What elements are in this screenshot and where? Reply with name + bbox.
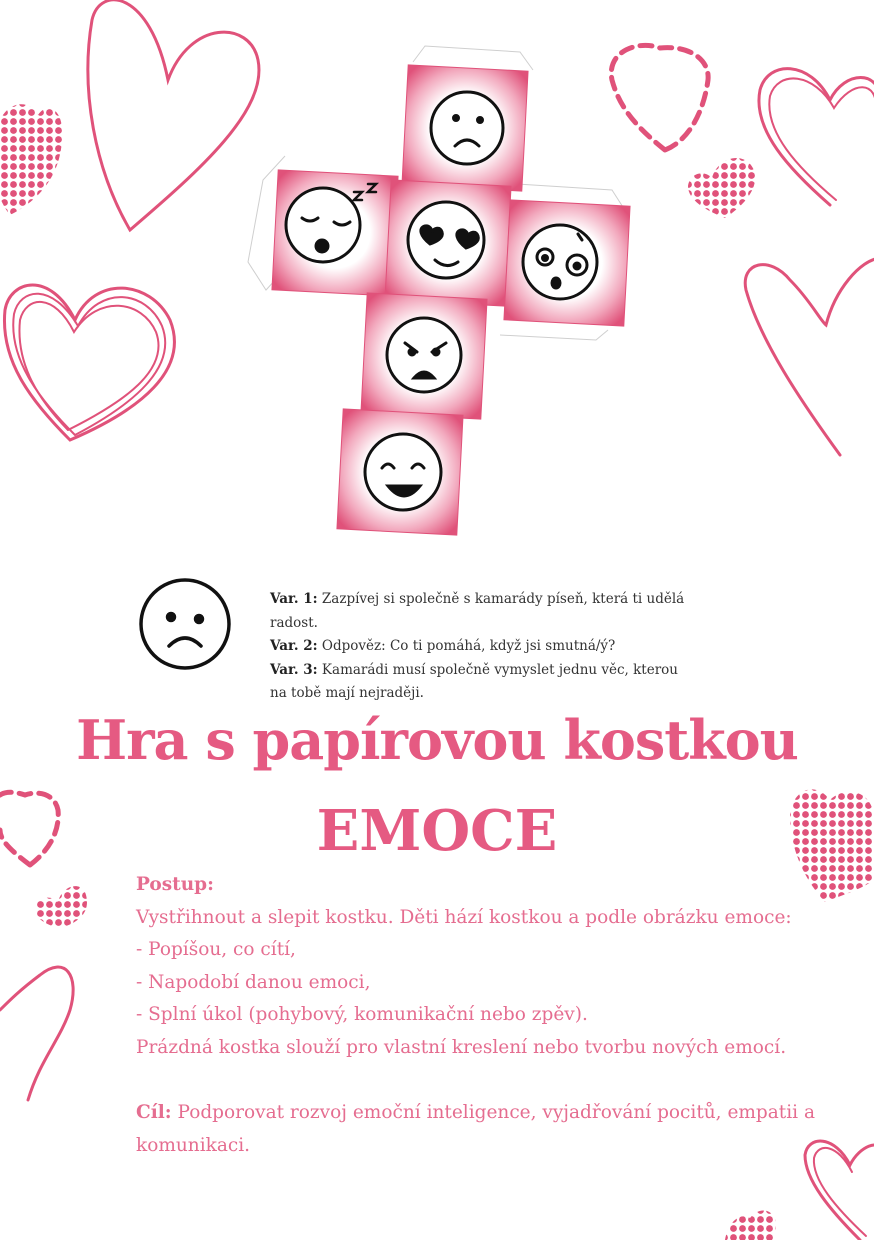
variant-item: Var. 3: Kamarádi musí společně vymyslet jednu věc, kterou na tobě mají nejraději.	[270, 661, 679, 701]
goal-label: Cíl:	[136, 1102, 172, 1123]
instruction-line: - Splní úkol (pohybový, komunikační nebo zpěv).	[136, 1004, 588, 1025]
instruction-line: Prázdná kostka slouží pro vlastní kreslení nebo tvorbu nových emocí.	[136, 1036, 787, 1058]
heart-outline-icon	[0, 967, 73, 1100]
variant-item: Var. 1: Zazpívej si společně s kamarády píseň, která ti udělá radost.	[270, 591, 685, 631]
angry-face-icon	[387, 318, 461, 392]
instructions-heading: Postup:	[136, 874, 214, 895]
page-title: Hra s papírovou kostkou	[76, 708, 798, 772]
sad-face-icon	[431, 92, 503, 164]
instruction-line: - Popíšou, co cítí,	[136, 939, 296, 960]
instruction-line: - Napodobí danou emoci,	[136, 971, 371, 993]
in-love-face-icon	[408, 202, 484, 278]
happy-face-icon	[365, 434, 441, 510]
instructions	[136, 869, 816, 1162]
sad-face-icon	[137, 576, 233, 672]
heart-dotted-icon	[725, 1211, 776, 1240]
instruction-line: Vystřihnout a slepit kostku. Děti hází kostkou a podle obrázku emoce:	[136, 906, 792, 928]
surprised-face-icon	[523, 225, 597, 299]
variant-list	[270, 588, 730, 706]
heart-dotted-icon	[35, 886, 87, 928]
dice-net	[0, 0, 874, 560]
goal-text: Podporovat rozvoj emoční inteligence, vyjadřování pocitů, empatii a komunikaci.	[136, 1102, 815, 1156]
goal	[136, 1097, 816, 1162]
variant-item: Var. 2: Odpověz: Co ti pomáhá, když jsi smutná/ý?	[270, 638, 616, 654]
page-subtitle: EMOCE	[316, 798, 558, 864]
